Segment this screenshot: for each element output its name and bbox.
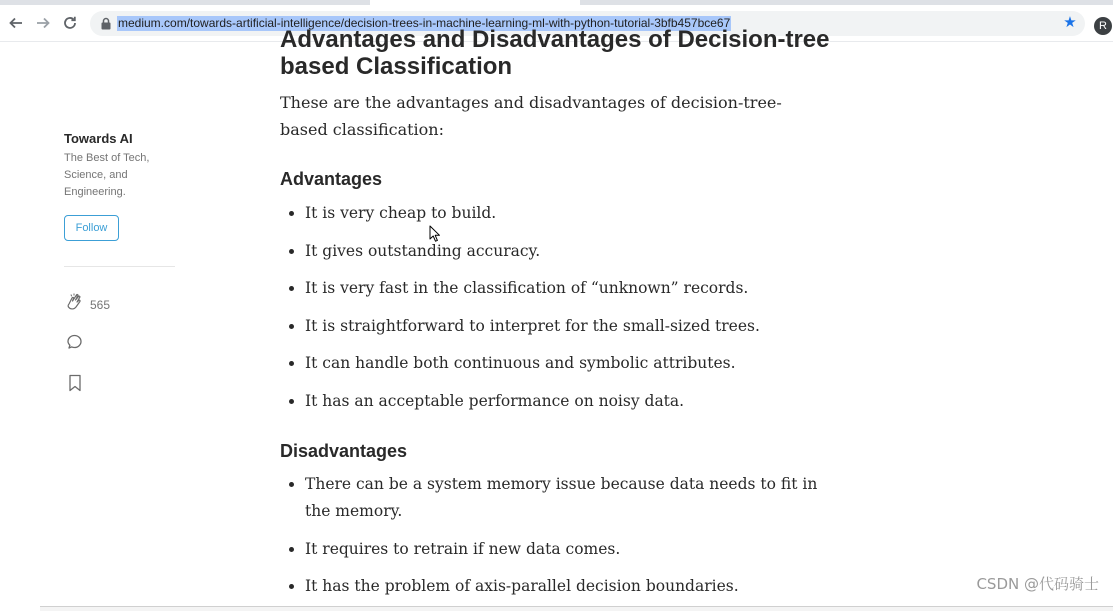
- bookmark-icon[interactable]: [68, 374, 82, 392]
- list-item: It is very cheap to build.: [280, 200, 840, 227]
- list-item: It is straightforward to interpret for the small-sized trees.: [280, 313, 840, 340]
- publication-tagline: The Best of Tech, Science, and Engineering.: [64, 152, 150, 198]
- advantages-heading: Advantages: [280, 169, 383, 189]
- star-icon: ★: [1063, 14, 1077, 31]
- profile-avatar[interactable]: R: [1094, 17, 1112, 35]
- bookmark-star-button[interactable]: [1062, 15, 1078, 31]
- section-heading-line2: based Classification: [280, 53, 513, 80]
- reload-icon: [62, 15, 78, 31]
- clap-icon[interactable]: [64, 292, 84, 312]
- list-item: It is very fast in the classification of “unknown” records.: [280, 275, 840, 302]
- section-heading-line1: Advantages and Disadvantages of Decision-tree: [280, 26, 830, 53]
- back-button[interactable]: [6, 13, 26, 33]
- comment-icon[interactable]: [66, 333, 84, 351]
- intro-paragraph: These are the advantages and disadvantages of decision-tree-based classification:: [280, 93, 782, 139]
- mouse-cursor-icon: [429, 225, 441, 243]
- url-text[interactable]: medium.com/towards-artificial-intelligence/decision-trees-in-machine-learning-ml-with-python-tutorial-3bfb457bce67: [118, 16, 731, 30]
- list-item: It has an acceptable performance on noisy data.: [280, 388, 840, 415]
- page-content[interactable]: [0, 26, 1113, 600]
- forward-icon: [35, 15, 51, 31]
- lock-icon: [100, 17, 112, 30]
- disadvantages-list: [280, 471, 840, 611]
- list-item: It requires to retrain if new data comes.: [280, 536, 840, 563]
- disadvantages-heading: Disadvantages: [280, 441, 408, 461]
- list-item: There can be a system memory issue because data needs to fit in the memory.: [280, 471, 840, 525]
- sidebar-divider: [64, 266, 175, 267]
- clap-count: 565: [90, 298, 111, 312]
- back-icon: [8, 15, 24, 31]
- advantages-list: [280, 200, 840, 425]
- list-item: It can handle both continuous and symbolic attributes.: [280, 350, 840, 377]
- forward-button[interactable]: [33, 13, 53, 33]
- list-item: It gives outstanding accuracy.: [280, 238, 840, 265]
- watermark: CSDN @代码骑士: [976, 575, 1099, 593]
- publication-name[interactable]: Towards AI: [64, 131, 133, 146]
- follow-button[interactable]: Follow: [64, 215, 119, 241]
- list-item: It has the problem of axis-parallel decision boundaries.: [280, 573, 840, 600]
- reload-button[interactable]: [60, 13, 80, 33]
- horizontal-scrollbar[interactable]: [40, 606, 1113, 611]
